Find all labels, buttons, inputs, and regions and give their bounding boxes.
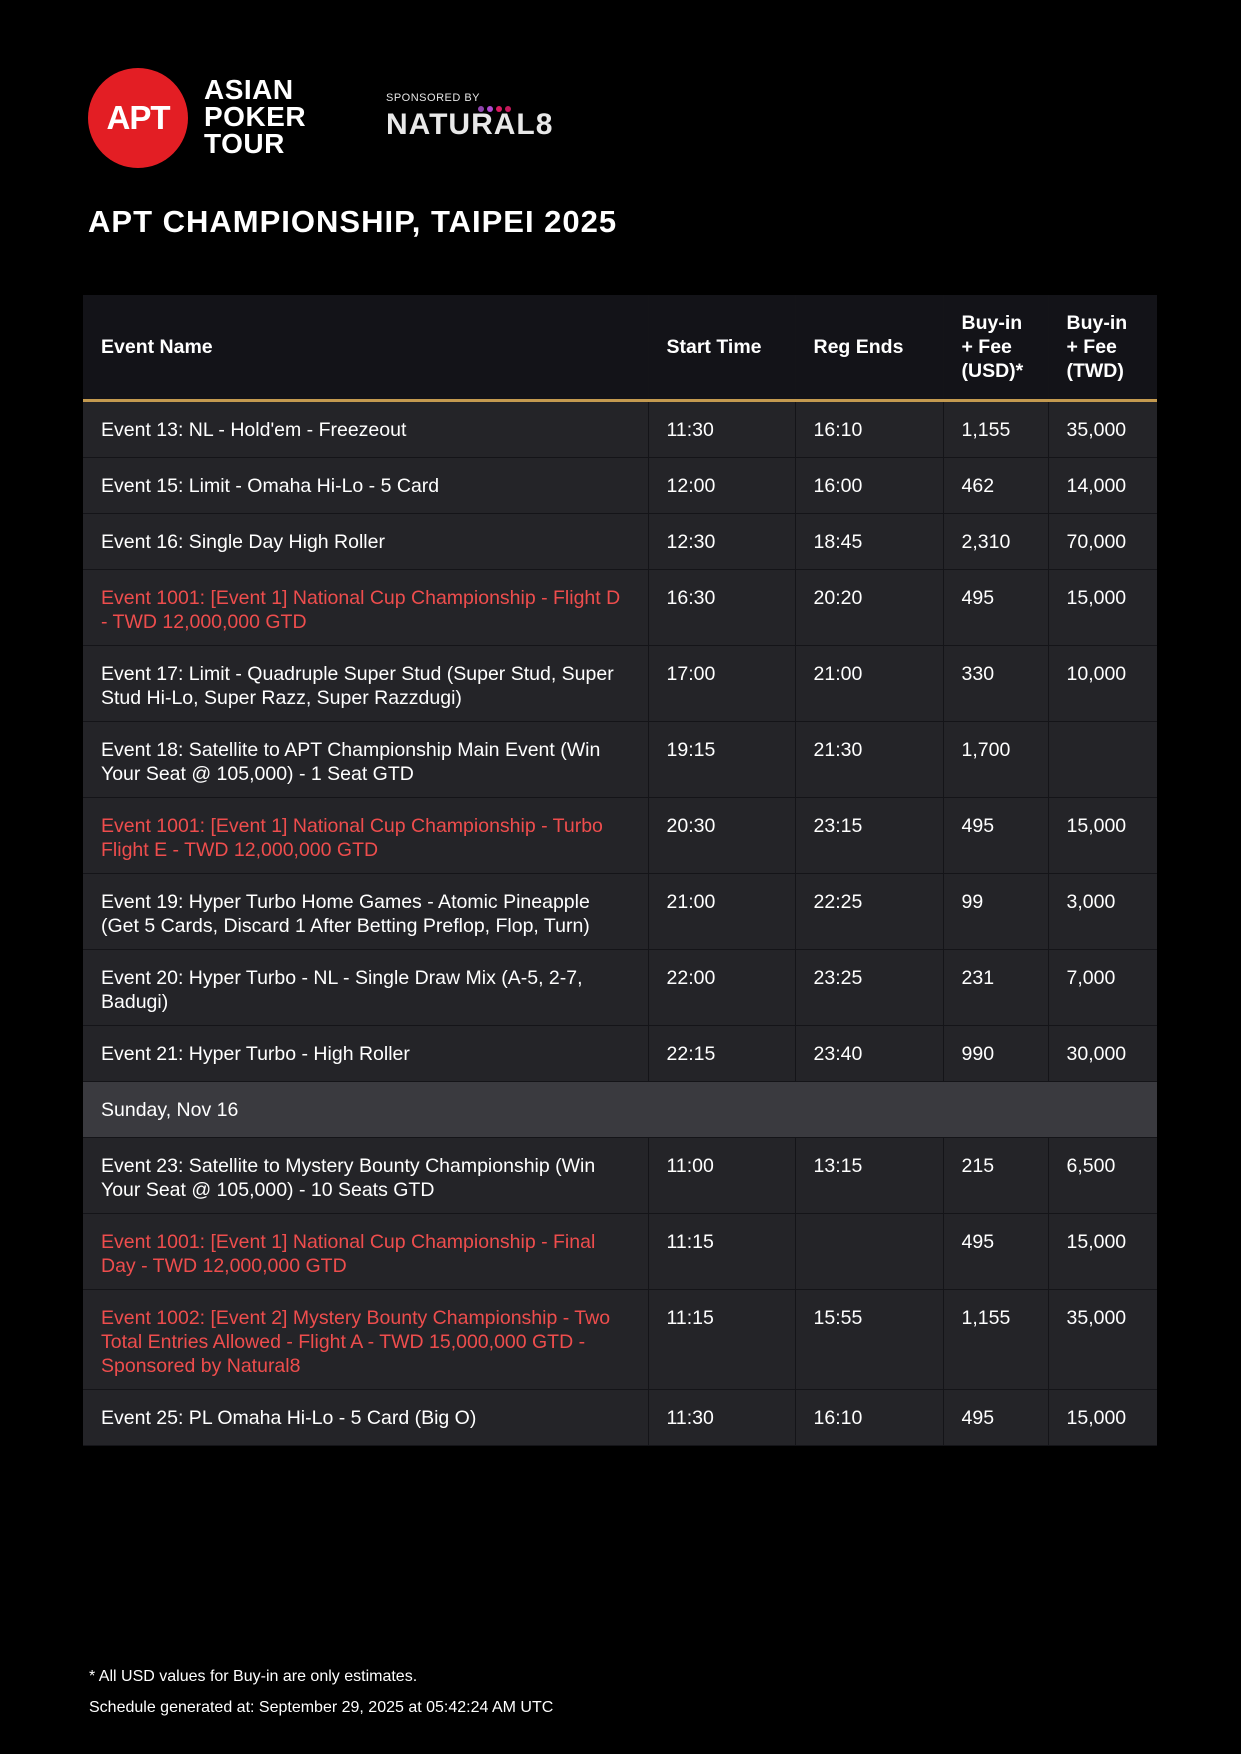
- buyin-twd-cell: 3,000: [1048, 874, 1157, 950]
- start-time-cell: 19:15: [648, 722, 795, 798]
- table-row: [83, 1214, 1157, 1290]
- table-header-row: [83, 295, 1157, 401]
- reg-ends-cell: 20:20: [795, 570, 943, 646]
- footnote: * All USD values for Buy-in are only estimates.: [89, 1668, 418, 1685]
- buyin-twd-cell: 14,000: [1048, 458, 1157, 514]
- apt-logo-mark: APT: [88, 68, 188, 168]
- start-time-cell: 11:30: [648, 401, 795, 458]
- event-name-cell: Event 1001: [Event 1] National Cup Championship - Final Day - TWD 12,000,000 GTD: [83, 1214, 648, 1290]
- schedule-table: [83, 295, 1157, 1446]
- event-name-cell: Event 15: Limit - Omaha Hi-Lo - 5 Card: [83, 458, 648, 514]
- start-time-cell: 11:30: [648, 1390, 795, 1446]
- event-name-cell: Event 21: Hyper Turbo - High Roller: [83, 1026, 648, 1082]
- event-name-cell: Event 1001: [Event 1] National Cup Championship - Turbo Flight E - TWD 12,000,000 GTD: [83, 798, 648, 874]
- buyin-usd-cell: 1,700: [943, 722, 1048, 798]
- table-row: [83, 1026, 1157, 1082]
- start-time-cell: 21:00: [648, 874, 795, 950]
- reg-ends-cell: 15:55: [795, 1290, 943, 1390]
- buyin-usd-cell: 495: [943, 1390, 1048, 1446]
- buyin-twd-cell: 7,000: [1048, 950, 1157, 1026]
- reg-ends-cell: 18:45: [795, 514, 943, 570]
- event-name-cell: Event 13: NL - Hold'em - Freezeout: [83, 401, 648, 458]
- header: [88, 68, 788, 170]
- buyin-twd-cell: 35,000: [1048, 1290, 1157, 1390]
- generated-timestamp: Schedule generated at: September 29, 2025 at 05:42:24 AM UTC: [89, 1699, 554, 1716]
- sponsor-logo: NATURAL8: [386, 108, 554, 141]
- buyin-usd-cell: 215: [943, 1138, 1048, 1214]
- event-name-cell: Event 25: PL Omaha Hi-Lo - 5 Card (Big O): [83, 1390, 648, 1446]
- reg-ends-cell: 23:15: [795, 798, 943, 874]
- buyin-twd-cell: 15,000: [1048, 798, 1157, 874]
- table-row: [83, 570, 1157, 646]
- buyin-twd-cell: 70,000: [1048, 514, 1157, 570]
- start-time-cell: 11:15: [648, 1290, 795, 1390]
- reg-ends-cell: 21:00: [795, 646, 943, 722]
- schedule-body: [83, 401, 1157, 1446]
- start-time-cell: 16:30: [648, 570, 795, 646]
- table-row: [83, 722, 1157, 798]
- start-time-cell: 22:15: [648, 1026, 795, 1082]
- buyin-twd-cell: 35,000: [1048, 401, 1157, 458]
- buyin-twd-cell: 10,000: [1048, 646, 1157, 722]
- page-title: APT CHAMPIONSHIP, TAIPEI 2025: [88, 204, 618, 239]
- date-separator-row: [83, 1082, 1157, 1138]
- date-label: Sunday, Nov 16: [83, 1082, 1157, 1138]
- event-name-cell: Event 16: Single Day High Roller: [83, 514, 648, 570]
- event-name-cell: Event 23: Satellite to Mystery Bounty Championship (Win Your Seat @ 105,000) - 10 Seats GTD: [83, 1138, 648, 1214]
- buyin-usd-cell: 1,155: [943, 401, 1048, 458]
- buyin-twd-cell: 15,000: [1048, 1214, 1157, 1290]
- buyin-usd-cell: 462: [943, 458, 1048, 514]
- event-name-cell: Event 17: Limit - Quadruple Super Stud (Super Stud, Super Stud Hi-Lo, Super Razz, Super Razzdugi): [83, 646, 648, 722]
- reg-ends-cell: 16:00: [795, 458, 943, 514]
- buyin-twd-cell: 15,000: [1048, 570, 1157, 646]
- reg-ends-cell: 16:10: [795, 401, 943, 458]
- buyin-usd-cell: 2,310: [943, 514, 1048, 570]
- reg-ends-cell: 21:30: [795, 722, 943, 798]
- apt-logo-wordmark: [204, 76, 306, 157]
- buyin-usd-cell: 990: [943, 1026, 1048, 1082]
- apt-logo-word: TOUR: [204, 128, 285, 159]
- table-row: [83, 874, 1157, 950]
- table-row: [83, 646, 1157, 722]
- table-row: [83, 458, 1157, 514]
- buyin-twd-cell: [1048, 722, 1157, 798]
- buyin-twd-cell: 15,000: [1048, 1390, 1157, 1446]
- event-name-cell: Event 1002: [Event 2] Mystery Bounty Championship - Two Total Entries Allowed - Flight A - TWD 15,000,000 GTD - Sponsored by Natural8: [83, 1290, 648, 1390]
- buyin-usd-cell: 1,155: [943, 1290, 1048, 1390]
- reg-ends-cell: 22:25: [795, 874, 943, 950]
- start-time-cell: 17:00: [648, 646, 795, 722]
- reg-ends-cell: 23:40: [795, 1026, 943, 1082]
- event-name-cell: Event 18: Satellite to APT Championship Main Event (Win Your Seat @ 105,000) - 1 Seat GTD: [83, 722, 648, 798]
- start-time-cell: 12:00: [648, 458, 795, 514]
- table-row: [83, 1390, 1157, 1446]
- table-row: [83, 514, 1157, 570]
- start-time-cell: 11:00: [648, 1138, 795, 1214]
- table-row: [83, 950, 1157, 1026]
- column-header-start-time: Start Time: [648, 295, 795, 401]
- buyin-usd-cell: 99: [943, 874, 1048, 950]
- buyin-usd-cell: 330: [943, 646, 1048, 722]
- start-time-cell: 22:00: [648, 950, 795, 1026]
- apt-logo-word: POKER: [204, 101, 307, 132]
- reg-ends-cell: 23:25: [795, 950, 943, 1026]
- buyin-twd-cell: 30,000: [1048, 1026, 1157, 1082]
- buyin-twd-cell: 6,500: [1048, 1138, 1157, 1214]
- table-row: [83, 1138, 1157, 1214]
- reg-ends-cell: [795, 1214, 943, 1290]
- table-row: [83, 401, 1157, 458]
- start-time-cell: 20:30: [648, 798, 795, 874]
- column-header-event-name: Event Name: [83, 295, 648, 401]
- reg-ends-cell: 13:15: [795, 1138, 943, 1214]
- column-header-buyin-twd: Buy-in + Fee (TWD): [1048, 295, 1157, 401]
- event-name-cell: Event 20: Hyper Turbo - NL - Single Draw Mix (A-5, 2-7, Badugi): [83, 950, 648, 1026]
- sponsor-label: SPONSORED BY: [386, 92, 481, 104]
- table-row: [83, 1290, 1157, 1390]
- reg-ends-cell: 16:10: [795, 1390, 943, 1446]
- buyin-usd-cell: 495: [943, 1214, 1048, 1290]
- apt-logo-word: ASIAN: [204, 74, 294, 105]
- event-name-cell: Event 1001: [Event 1] National Cup Championship - Flight D - TWD 12,000,000 GTD: [83, 570, 648, 646]
- column-header-reg-ends: Reg Ends: [795, 295, 943, 401]
- buyin-usd-cell: 495: [943, 798, 1048, 874]
- column-header-buyin-usd: Buy-in + Fee (USD)*: [943, 295, 1048, 401]
- start-time-cell: 12:30: [648, 514, 795, 570]
- table-row: [83, 798, 1157, 874]
- buyin-usd-cell: 231: [943, 950, 1048, 1026]
- event-name-cell: Event 19: Hyper Turbo Home Games - Atomic Pineapple (Get 5 Cards, Discard 1 After Betting Preflop, Flop, Turn): [83, 874, 648, 950]
- buyin-usd-cell: 495: [943, 570, 1048, 646]
- start-time-cell: 11:15: [648, 1214, 795, 1290]
